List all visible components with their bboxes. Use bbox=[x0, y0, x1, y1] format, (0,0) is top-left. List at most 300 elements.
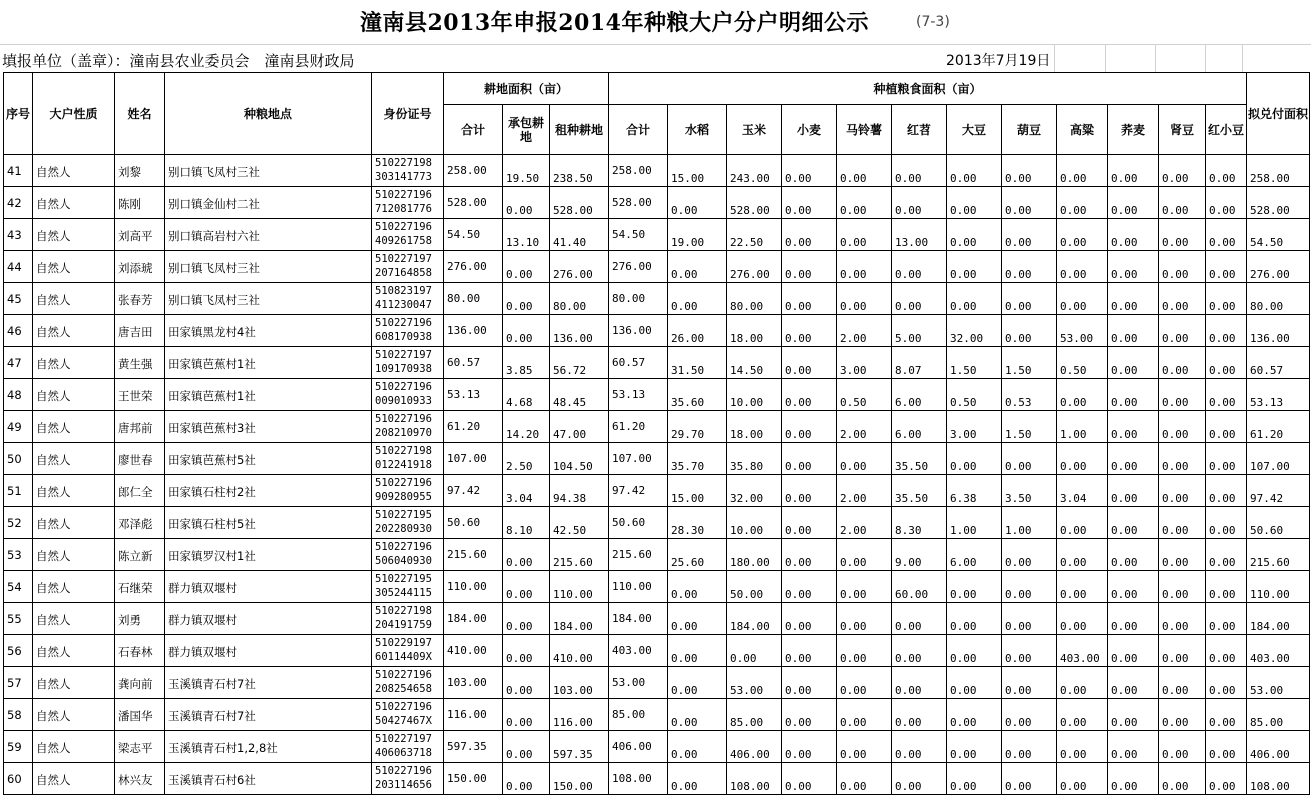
cell-corn bbox=[727, 379, 782, 411]
cell-value: 276.00 bbox=[612, 260, 652, 273]
cell-wheat bbox=[782, 539, 837, 571]
cell-value: 自然人 bbox=[36, 325, 71, 339]
cell-seq bbox=[4, 507, 33, 539]
cell-value: 0.00 bbox=[1111, 332, 1138, 345]
cell-value: 自然人 bbox=[36, 453, 71, 467]
cell-wheat bbox=[782, 443, 837, 475]
cell-buckwheat bbox=[1108, 539, 1159, 571]
cell-id-number bbox=[372, 475, 444, 507]
cell-value: 0.00 bbox=[950, 588, 977, 601]
cell-seq bbox=[4, 283, 33, 315]
cell-sweet-potato bbox=[892, 667, 947, 699]
col-group-crop: 种植粮食面积（亩） bbox=[609, 73, 1247, 105]
cell-value: 35.50 bbox=[895, 460, 929, 473]
cell-pea bbox=[1002, 283, 1057, 315]
cell-id-number bbox=[372, 699, 444, 731]
cell-value: 0.00 bbox=[950, 460, 977, 473]
table-row bbox=[4, 187, 1310, 219]
cell-red-bean bbox=[1206, 443, 1247, 475]
cell-rice bbox=[668, 443, 727, 475]
cell-sweet-potato bbox=[892, 603, 947, 635]
cell-pea bbox=[1002, 219, 1057, 251]
cell-type bbox=[33, 155, 115, 187]
cell-name bbox=[115, 347, 165, 379]
cell-value: 0.00 bbox=[1060, 300, 1087, 313]
cell-value: 0.00 bbox=[1162, 172, 1189, 185]
cell-value: 田家镇黑龙村4社 bbox=[168, 325, 256, 339]
cell-name bbox=[115, 507, 165, 539]
cell-id-number bbox=[372, 283, 444, 315]
cell-value: 自然人 bbox=[36, 677, 71, 691]
cell-value: 510227196 009010933 bbox=[375, 381, 432, 407]
table-row bbox=[4, 443, 1310, 475]
cell-value: 0.00 bbox=[1162, 556, 1189, 569]
cell-type bbox=[33, 507, 115, 539]
cell-value: 0.00 bbox=[1060, 556, 1087, 569]
cell-value: 116.00 bbox=[447, 708, 487, 721]
cell-land-contract bbox=[503, 731, 550, 763]
cell-value: 田家镇芭蕉村1社 bbox=[168, 389, 256, 403]
cell-value: 403.00 bbox=[1060, 652, 1100, 665]
cell-land-total bbox=[444, 603, 503, 635]
cell-name bbox=[115, 315, 165, 347]
cell-value: 1.50 bbox=[1005, 364, 1032, 377]
cell-value: 0.00 bbox=[895, 716, 922, 729]
cell-id-number bbox=[372, 155, 444, 187]
cell-value: 61.20 bbox=[612, 420, 646, 433]
cell-buckwheat bbox=[1108, 763, 1159, 795]
cell-sweet-potato bbox=[892, 507, 947, 539]
cell-value: 60.00 bbox=[895, 588, 929, 601]
cell-value: 0.00 bbox=[895, 748, 922, 761]
cell-value: 0.00 bbox=[1209, 268, 1236, 281]
cell-location bbox=[165, 379, 372, 411]
cell-value: 215.60 bbox=[1250, 556, 1290, 569]
cell-rice bbox=[668, 763, 727, 795]
cell-value: 0.00 bbox=[506, 204, 533, 217]
cell-value: 0.00 bbox=[1060, 460, 1087, 473]
cell-value: 0.00 bbox=[1060, 716, 1087, 729]
cell-land-rent bbox=[550, 667, 609, 699]
cell-land-total bbox=[444, 219, 503, 251]
cell-value: 0.00 bbox=[1005, 332, 1032, 345]
cell-location bbox=[165, 283, 372, 315]
cell-value: 3.04 bbox=[1060, 492, 1087, 505]
cell-sorghum bbox=[1057, 443, 1108, 475]
cell-value: 276.00 bbox=[447, 260, 487, 273]
cell-subsidy bbox=[1247, 539, 1310, 571]
cell-subsidy bbox=[1247, 315, 1310, 347]
cell-wheat bbox=[782, 347, 837, 379]
cell-value: 184.00 bbox=[1250, 620, 1290, 633]
cell-value: 60 bbox=[7, 772, 22, 786]
cell-value: 自然人 bbox=[36, 549, 71, 563]
cell-value: 107.00 bbox=[1250, 460, 1290, 473]
cell-kidney-bean bbox=[1159, 187, 1206, 219]
cell-value: 玉溪镇青石村6社 bbox=[168, 773, 256, 787]
cell-value: 510227196 909280955 bbox=[375, 477, 432, 503]
cell-value: 5.00 bbox=[895, 332, 922, 345]
cell-land-total bbox=[444, 347, 503, 379]
cell-corn bbox=[727, 763, 782, 795]
cell-value: 2.00 bbox=[840, 524, 867, 537]
cell-name bbox=[115, 283, 165, 315]
cell-crop-total bbox=[609, 731, 668, 763]
cell-value: 0.00 bbox=[506, 716, 533, 729]
cell-soybean bbox=[947, 411, 1002, 443]
cell-name bbox=[115, 603, 165, 635]
cell-value: 50.60 bbox=[1250, 524, 1284, 537]
cell-value: 35.80 bbox=[730, 460, 764, 473]
cell-land-rent bbox=[550, 411, 609, 443]
cell-rice bbox=[668, 219, 727, 251]
cell-value: 53 bbox=[7, 548, 22, 562]
cell-value: 510227198 303141773 bbox=[375, 157, 432, 183]
cell-value: 0.00 bbox=[1111, 172, 1138, 185]
cell-value: 510227198 012241918 bbox=[375, 445, 432, 471]
cell-value: 0.00 bbox=[1111, 364, 1138, 377]
cell-value: 510227196 506040930 bbox=[375, 541, 432, 567]
cell-value: 张春芳 bbox=[118, 293, 153, 307]
cell-value: 243.00 bbox=[730, 172, 770, 185]
cell-seq bbox=[4, 411, 33, 443]
cell-kidney-bean bbox=[1159, 603, 1206, 635]
cell-rice bbox=[668, 251, 727, 283]
cell-wheat bbox=[782, 571, 837, 603]
cell-value: 0.00 bbox=[1209, 236, 1236, 249]
cell-value: 3.00 bbox=[950, 428, 977, 441]
cell-value: 0.00 bbox=[785, 204, 812, 217]
cell-value: 0.00 bbox=[785, 428, 812, 441]
cell-seq bbox=[4, 347, 33, 379]
cell-value: 80.00 bbox=[612, 292, 646, 305]
cell-sweet-potato bbox=[892, 187, 947, 219]
cell-red-bean bbox=[1206, 379, 1247, 411]
cell-subsidy bbox=[1247, 219, 1310, 251]
cell-sweet-potato bbox=[892, 219, 947, 251]
cell-value: 406.00 bbox=[730, 748, 770, 761]
cell-soybean bbox=[947, 443, 1002, 475]
cell-value: 528.00 bbox=[447, 196, 487, 209]
cell-value: 0.00 bbox=[1060, 204, 1087, 217]
cell-corn bbox=[727, 635, 782, 667]
col-id: 身份证号 bbox=[372, 73, 444, 155]
cell-corn bbox=[727, 475, 782, 507]
cell-value: 0.00 bbox=[840, 588, 867, 601]
cell-subsidy bbox=[1247, 411, 1310, 443]
cell-value: 郎仁全 bbox=[118, 485, 153, 499]
cell-potato bbox=[837, 475, 892, 507]
cell-pea bbox=[1002, 667, 1057, 699]
cell-kidney-bean bbox=[1159, 251, 1206, 283]
cell-value: 0.00 bbox=[1111, 588, 1138, 601]
cell-value: 108.00 bbox=[730, 780, 770, 793]
cell-value: 150.00 bbox=[447, 772, 487, 785]
cell-land-rent bbox=[550, 507, 609, 539]
cell-value: 26.00 bbox=[671, 332, 705, 345]
cell-land-total bbox=[444, 571, 503, 603]
cell-value: 0.00 bbox=[671, 204, 698, 217]
cell-name bbox=[115, 251, 165, 283]
cell-pea bbox=[1002, 155, 1057, 187]
cell-value: 80.00 bbox=[447, 292, 481, 305]
cell-value: 0.00 bbox=[840, 268, 867, 281]
cell-location bbox=[165, 603, 372, 635]
cell-pea bbox=[1002, 763, 1057, 795]
cell-value: 46 bbox=[7, 324, 22, 338]
cell-soybean bbox=[947, 475, 1002, 507]
col-red-bean: 红小豆 bbox=[1206, 105, 1247, 155]
cell-value: 2.00 bbox=[840, 332, 867, 345]
cell-location bbox=[165, 571, 372, 603]
cell-sweet-potato bbox=[892, 443, 947, 475]
cell-sorghum bbox=[1057, 763, 1108, 795]
cell-corn bbox=[727, 347, 782, 379]
cell-land-total bbox=[444, 379, 503, 411]
cell-value: 510227197 109170938 bbox=[375, 349, 432, 375]
cell-value: 0.50 bbox=[840, 396, 867, 409]
cell-value: 85.00 bbox=[1250, 716, 1284, 729]
cell-sorghum bbox=[1057, 475, 1108, 507]
cell-value: 50 bbox=[7, 452, 22, 466]
cell-value: 0.00 bbox=[1162, 364, 1189, 377]
cell-value: 54.50 bbox=[1250, 236, 1284, 249]
cell-value: 215.60 bbox=[447, 548, 487, 561]
table-row bbox=[4, 603, 1310, 635]
cell-value: 0.00 bbox=[895, 300, 922, 313]
cell-value: 6.00 bbox=[950, 556, 977, 569]
cell-value: 别口镇高岩村六社 bbox=[168, 229, 260, 243]
cell-type bbox=[33, 603, 115, 635]
cell-id-number bbox=[372, 731, 444, 763]
cell-crop-total bbox=[609, 475, 668, 507]
cell-crop-total bbox=[609, 635, 668, 667]
cell-value: 自然人 bbox=[36, 517, 71, 531]
cell-land-rent bbox=[550, 443, 609, 475]
cell-location bbox=[165, 667, 372, 699]
cell-corn bbox=[727, 507, 782, 539]
cell-crop-total bbox=[609, 603, 668, 635]
cell-value: 0.00 bbox=[1111, 780, 1138, 793]
cell-value: 0.00 bbox=[1209, 492, 1236, 505]
cell-value: 自然人 bbox=[36, 485, 71, 499]
cell-red-bean bbox=[1206, 251, 1247, 283]
cell-red-bean bbox=[1206, 315, 1247, 347]
cell-value: 龚向前 bbox=[118, 677, 153, 691]
cell-value: 403.00 bbox=[1250, 652, 1290, 665]
cell-value: 3.50 bbox=[1005, 492, 1032, 505]
cell-value: 黄生强 bbox=[118, 357, 153, 371]
cell-potato bbox=[837, 283, 892, 315]
cell-value: 0.00 bbox=[785, 556, 812, 569]
cell-wheat bbox=[782, 379, 837, 411]
cell-crop-total bbox=[609, 219, 668, 251]
cell-land-contract bbox=[503, 763, 550, 795]
col-crop-total: 合计 bbox=[609, 105, 668, 155]
cell-type bbox=[33, 411, 115, 443]
cell-seq bbox=[4, 667, 33, 699]
cell-buckwheat bbox=[1108, 603, 1159, 635]
cell-value: 0.00 bbox=[785, 716, 812, 729]
cell-land-rent bbox=[550, 155, 609, 187]
cell-wheat bbox=[782, 411, 837, 443]
cell-value: 49 bbox=[7, 420, 22, 434]
cell-value: 邓泽彪 bbox=[118, 517, 153, 531]
cell-potato bbox=[837, 667, 892, 699]
cell-wheat bbox=[782, 475, 837, 507]
cell-rice bbox=[668, 667, 727, 699]
cell-name bbox=[115, 539, 165, 571]
col-soybean: 大豆 bbox=[947, 105, 1002, 155]
cell-seq bbox=[4, 155, 33, 187]
cell-value: 0.00 bbox=[1005, 652, 1032, 665]
cell-wheat bbox=[782, 763, 837, 795]
cell-kidney-bean bbox=[1159, 283, 1206, 315]
cell-wheat bbox=[782, 731, 837, 763]
cell-value: 自然人 bbox=[36, 741, 71, 755]
table-row bbox=[4, 155, 1310, 187]
cell-value: 510227196 712081776 bbox=[375, 189, 432, 215]
cell-wheat bbox=[782, 699, 837, 731]
cell-value: 0.00 bbox=[1209, 652, 1236, 665]
cell-subsidy bbox=[1247, 667, 1310, 699]
cell-value: 0.00 bbox=[840, 620, 867, 633]
cell-land-total bbox=[444, 187, 503, 219]
cell-value: 1.00 bbox=[1060, 428, 1087, 441]
cell-value: 0.00 bbox=[506, 748, 533, 761]
cell-value: 0.00 bbox=[785, 748, 812, 761]
cell-value: 0.00 bbox=[671, 716, 698, 729]
cell-type bbox=[33, 571, 115, 603]
cell-value: 0.00 bbox=[840, 716, 867, 729]
cell-value: 42 bbox=[7, 196, 22, 210]
cell-wheat bbox=[782, 507, 837, 539]
cell-pea bbox=[1002, 475, 1057, 507]
cell-wheat bbox=[782, 283, 837, 315]
cell-sorghum bbox=[1057, 507, 1108, 539]
cell-value: 0.00 bbox=[895, 172, 922, 185]
cell-value: 自然人 bbox=[36, 229, 71, 243]
cell-land-total bbox=[444, 443, 503, 475]
cell-value: 0.50 bbox=[1060, 364, 1087, 377]
cell-value: 0.00 bbox=[950, 172, 977, 185]
cell-value: 110.00 bbox=[1250, 588, 1290, 601]
cell-value: 2.00 bbox=[840, 428, 867, 441]
cell-value: 0.00 bbox=[1005, 588, 1032, 601]
cell-kidney-bean bbox=[1159, 731, 1206, 763]
cell-id-number bbox=[372, 667, 444, 699]
cell-potato bbox=[837, 155, 892, 187]
col-kidney-bean: 肾豆 bbox=[1159, 105, 1206, 155]
cell-subsidy bbox=[1247, 763, 1310, 795]
cell-kidney-bean bbox=[1159, 763, 1206, 795]
cell-soybean bbox=[947, 603, 1002, 635]
cell-red-bean bbox=[1206, 187, 1247, 219]
cell-land-contract bbox=[503, 187, 550, 219]
cell-value: 59 bbox=[7, 740, 22, 754]
cell-value: 0.00 bbox=[1209, 428, 1236, 441]
cell-kidney-bean bbox=[1159, 219, 1206, 251]
cell-seq bbox=[4, 251, 33, 283]
cell-value: 2.00 bbox=[840, 492, 867, 505]
cell-soybean bbox=[947, 571, 1002, 603]
cell-buckwheat bbox=[1108, 379, 1159, 411]
cell-land-total bbox=[444, 411, 503, 443]
cell-value: 116.00 bbox=[553, 716, 593, 729]
table-row bbox=[4, 667, 1310, 699]
cell-id-number bbox=[372, 347, 444, 379]
cell-value: 0.00 bbox=[1162, 492, 1189, 505]
cell-corn bbox=[727, 667, 782, 699]
cell-value: 110.00 bbox=[553, 588, 593, 601]
table-row bbox=[4, 635, 1310, 667]
cell-value: 0.00 bbox=[785, 460, 812, 473]
cell-value: 0.00 bbox=[671, 300, 698, 313]
cell-value: 22.50 bbox=[730, 236, 764, 249]
cell-name bbox=[115, 571, 165, 603]
cell-value: 510227195 305244115 bbox=[375, 573, 432, 599]
table-row bbox=[4, 539, 1310, 571]
cell-subsidy bbox=[1247, 571, 1310, 603]
cell-seq bbox=[4, 603, 33, 635]
cell-name bbox=[115, 763, 165, 795]
cell-id-number bbox=[372, 571, 444, 603]
table-row bbox=[4, 571, 1310, 603]
cell-subsidy bbox=[1247, 475, 1310, 507]
info-row bbox=[0, 44, 1311, 72]
cell-red-bean bbox=[1206, 603, 1247, 635]
cell-kidney-bean bbox=[1159, 571, 1206, 603]
cell-value: 0.00 bbox=[1111, 492, 1138, 505]
cell-value: 别口镇金仙村二社 bbox=[168, 197, 260, 211]
cell-potato bbox=[837, 571, 892, 603]
cell-value: 0.00 bbox=[1162, 300, 1189, 313]
cell-id-number bbox=[372, 315, 444, 347]
cell-sweet-potato bbox=[892, 635, 947, 667]
cell-pea bbox=[1002, 731, 1057, 763]
cell-potato bbox=[837, 187, 892, 219]
cell-value: 60.57 bbox=[1250, 364, 1284, 377]
cell-buckwheat bbox=[1108, 635, 1159, 667]
gridline bbox=[1205, 44, 1206, 72]
cell-value: 0.00 bbox=[950, 236, 977, 249]
cell-value: 85.00 bbox=[730, 716, 764, 729]
cell-value: 1.50 bbox=[1005, 428, 1032, 441]
cell-land-rent bbox=[550, 347, 609, 379]
cell-value: 0.00 bbox=[1209, 524, 1236, 537]
cell-value: 别口镇飞凤村三社 bbox=[168, 261, 260, 275]
cell-value: 97.42 bbox=[447, 484, 481, 497]
cell-value: 0.00 bbox=[506, 556, 533, 569]
cell-kidney-bean bbox=[1159, 443, 1206, 475]
cell-value: 玉溪镇青石村7社 bbox=[168, 709, 256, 723]
cell-value: 0.00 bbox=[506, 588, 533, 601]
cell-rice bbox=[668, 475, 727, 507]
cell-value: 18.00 bbox=[730, 428, 764, 441]
cell-value: 80.00 bbox=[1250, 300, 1284, 313]
cell-value: 唐吉田 bbox=[118, 325, 153, 339]
cell-land-contract bbox=[503, 635, 550, 667]
col-land-contract: 承包耕地 bbox=[503, 105, 550, 155]
cell-crop-total bbox=[609, 699, 668, 731]
cell-value: 597.35 bbox=[553, 748, 593, 761]
cell-buckwheat bbox=[1108, 283, 1159, 315]
cell-rice bbox=[668, 539, 727, 571]
cell-value: 54 bbox=[7, 580, 22, 594]
cell-value: 238.50 bbox=[553, 172, 593, 185]
cell-type bbox=[33, 539, 115, 571]
cell-seq bbox=[4, 763, 33, 795]
